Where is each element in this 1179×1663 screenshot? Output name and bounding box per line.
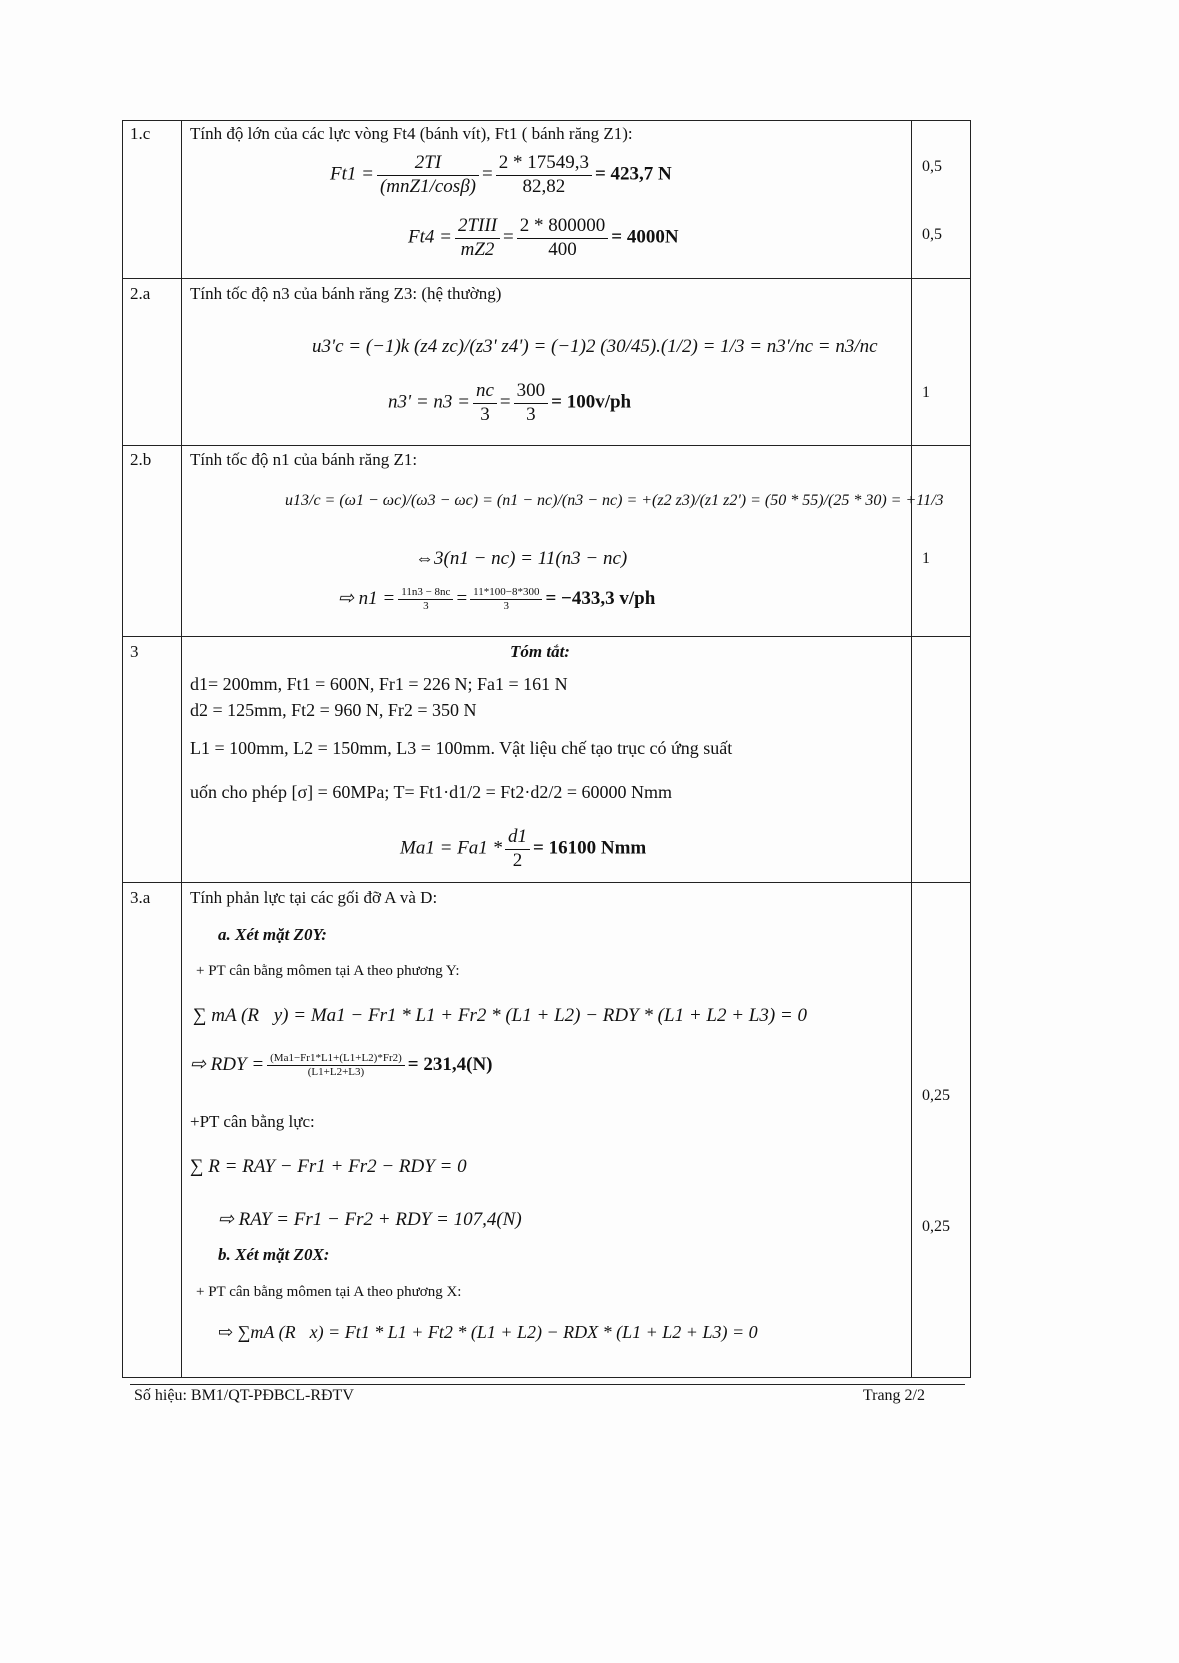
equation-n1: ⇨ n1 = $\frac{11n3 - 8nc}{3}$ = $\frac{11*100-8*300}{3}$ = −433,3 v/ph: [338, 586, 656, 613]
score: 0,25: [922, 1087, 950, 1104]
row-intro: Tính tốc độ n1 của bánh răng Z1:: [190, 450, 418, 469]
subsection-heading: a. Xét mặt Z0Y:: [218, 925, 327, 944]
score: 1: [922, 550, 930, 567]
equation-moment-x: ⇨ ∑mA (R⃗x) = Ft1 * L1 + Ft2 * (L1 + L2) − RDX * (L1 + L2 + L3) = 0: [218, 1322, 758, 1342]
equation-force-sum: ∑ R = RAY − Fr1 + Fr2 − RDY = 0: [190, 1156, 467, 1177]
score: 0,25: [922, 1218, 950, 1235]
page-footer: [130, 1384, 965, 1404]
equation-rdy: ⇨ RDY = $\frac{(Ma1-Fr1*L1+(L1+L2)*Fr2)}{(L1+L2+L3)}$ = 231,4(N): [190, 1052, 493, 1079]
row-intro: Tính phản lực tại các gối đỡ A và D:: [190, 888, 438, 907]
row-id: 3.a: [130, 888, 151, 907]
document-code: Số hiệu: BM1/QT-PĐBCL-RĐTV: [134, 1387, 354, 1404]
equation-n3: n3' = n3 = $\frac{nc}{3}$ = $\frac{300}{3}$ = 100v/ph: [388, 380, 632, 425]
equation-relation: ⇔3(n1 − nc) = 11(n3 − nc): [415, 548, 628, 569]
summary-line: d2 = 125mm, Ft2 = 960 N, Fr2 = 350 N: [190, 700, 477, 720]
text-line: +PT cân bằng lực:: [190, 1112, 315, 1131]
summary-line: uốn cho phép [σ] = 60MPa; T= Ft1·d1/2 = Ft2·d2/2 = 60000 Nmm: [190, 782, 672, 802]
equation-ma1: Ma1 = Fa1 * $\frac{d1}{2}$ = 16100 Nmm: [400, 826, 647, 871]
row-id: 1.c: [130, 124, 151, 143]
row-id: 2.b: [130, 450, 152, 469]
row-intro: Tính tốc độ n3 của bánh răng Z3: (hệ thường): [190, 284, 502, 303]
row-id: 3: [130, 642, 139, 661]
summary-title: Tóm tắt:: [510, 642, 570, 661]
text-line: + PT cân bằng mômen tại A theo phương Y:: [196, 963, 460, 979]
summary-line: L1 = 100mm, L2 = 150mm, L3 = 100mm. Vật liệu chế tạo trục có ứng suất: [190, 738, 733, 758]
row-intro: Tính độ lớn của các lực vòng Ft4 (bánh vít), Ft1 ( bánh răng Z1):: [190, 124, 633, 143]
text-line: + PT cân bằng mômen tại A theo phương X:: [196, 1284, 462, 1300]
summary-line: d1= 200mm, Ft1 = 600N, Fr1 = 226 N; Fa1 = 161 N: [190, 674, 568, 694]
equation-ft4: Ft4 = $\frac{\text{2TIII}}{mZ2}$ = $\frac{2 * 800000}{400}$ = 4000N: [408, 215, 679, 260]
score: 0,5: [922, 226, 942, 243]
equation-u13c: u13/c = (ω1 − ωc)/(ω3 − ωc) = (n1 − nc)/(n3 − nc) = +(z2 z3)/(z1 z2') = (50 * 55)/(25 * 30) = +11/3: [285, 492, 944, 509]
equation-ft1: Ft1 = $\frac{2TI}{\text{(mnZ1/cosβ)}}$ = $\frac{2 * 17549,3}{82,82}$ = 423,7 N: [330, 152, 672, 197]
score: 1: [922, 384, 930, 401]
score: 0,5: [922, 158, 942, 175]
page-number: Trang 2/2: [862, 1387, 925, 1404]
equation-u3c: u3'c = (−1)k (z4 zc)/(z3' z4') = (−1)2 (30/45).(1/2) = 1/3 = n3'/nc = n3/nc: [312, 336, 878, 357]
equation-moment-y: ∑ mA (R⃗y) = Ma1 − Fr1 * L1 + Fr2 * (L1 + L2) − RDY * (L1 + L2 + L3) = 0: [193, 1005, 808, 1026]
subsection-heading: b. Xét mặt Z0X:: [218, 1245, 330, 1264]
equation-ray: ⇨ RAY = Fr1 − Fr2 + RDY = 107,4(N): [218, 1209, 522, 1230]
row-id: 2.a: [130, 284, 151, 303]
